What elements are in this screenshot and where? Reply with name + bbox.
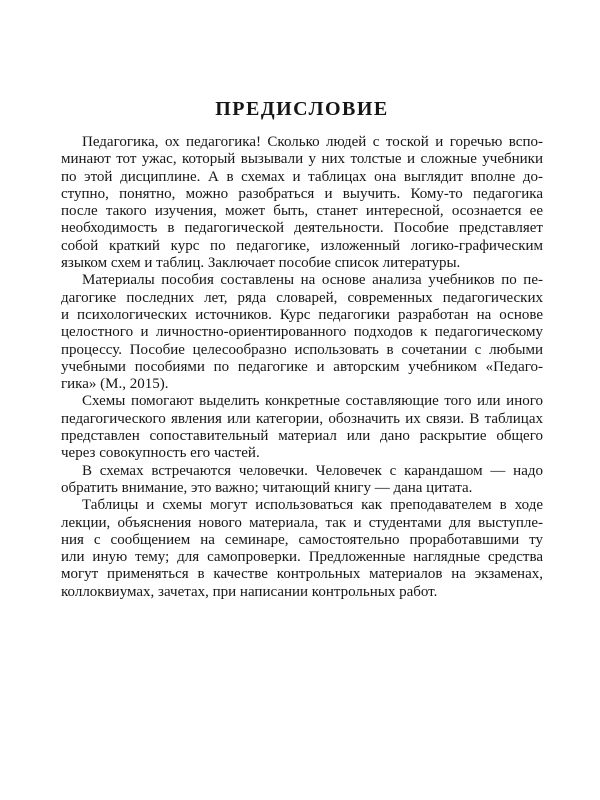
text-line: коллоквиумах, зачетах, при написании контрольных работ.	[61, 583, 438, 600]
text-line: Педагогика, ох педагогика! Сколько людей с тоской и горечью вспо-	[82, 134, 543, 150]
text-line: собой краткий курс по педагогике, изложенный логико-графическим	[61, 237, 543, 254]
text-line: дагогике последних лет, ряда словарей, современных педагогических	[61, 289, 543, 306]
text-line: минают тот ужас, который вызывали у них толстые и сложные учебники	[61, 151, 543, 168]
text-line: Схемы помогают выделить конкретные составляющие того или иного	[82, 393, 543, 410]
text-line: Материалы пособия составлены на основе анализа учебников по пе-	[82, 272, 543, 289]
text-line: обратить внимание, это важно; читающий книгу — дана цитата.	[61, 479, 473, 496]
text-line: педагогического явления или категории, обозначить их связи. В таблицах	[61, 410, 543, 427]
text-line: ступно, понятно, можно разобраться и выучить. Кому-то педагогика	[61, 185, 543, 202]
text-line: целостного и личностно-ориентированного подходов к педагогическому	[61, 324, 543, 341]
preface-paragraphs	[61, 134, 543, 601]
text-line: через совокупность его частей.	[61, 445, 260, 462]
text-line: Таблицы и схемы могут использоваться как преподавателем в ходе	[82, 497, 543, 514]
text-line: гика» (М., 2015).	[61, 376, 169, 393]
text-line: необходимость в педагогической деятельности. Пособие представляет	[61, 220, 543, 237]
text-line: могут применяться в качестве контрольных материалов на экзаменах,	[61, 566, 543, 583]
preface-text-block	[61, 97, 543, 601]
page-title: ПРЕДИСЛОВИЕ	[215, 98, 389, 120]
text-line: языком схем и таблиц. Заключает пособие список литературы.	[61, 255, 461, 272]
text-line: лекции, объяснения нового материала, так и студентами для выступле-	[61, 514, 543, 531]
text-line: после такого изучения, может быть, станет интересной, осознается ее	[61, 203, 543, 220]
text-line: процессу. Пособие целесообразно использовать в сочетании с любыми	[61, 341, 543, 358]
text-line: и психологических источников. Курс педагогики разработан на основе	[61, 306, 543, 323]
text-line: или иную тему; для самопроверки. Предложенные наглядные средства	[61, 549, 543, 566]
text-line: по этой дисциплине. А в схемах и таблицах она выглядит вполне до-	[61, 168, 543, 185]
text-line: представлен сопоставительный материал или дано раскрытие общего	[61, 428, 543, 445]
text-line: учебными пособиями по педагогике и авторским учебником «Педаго-	[61, 358, 543, 375]
text-line: В схемах встречаются человечки. Человечек с карандашом — надо	[82, 462, 543, 479]
text-line: ния с сообщением на семинаре, самостоятельно проработавшими ту	[61, 531, 543, 548]
